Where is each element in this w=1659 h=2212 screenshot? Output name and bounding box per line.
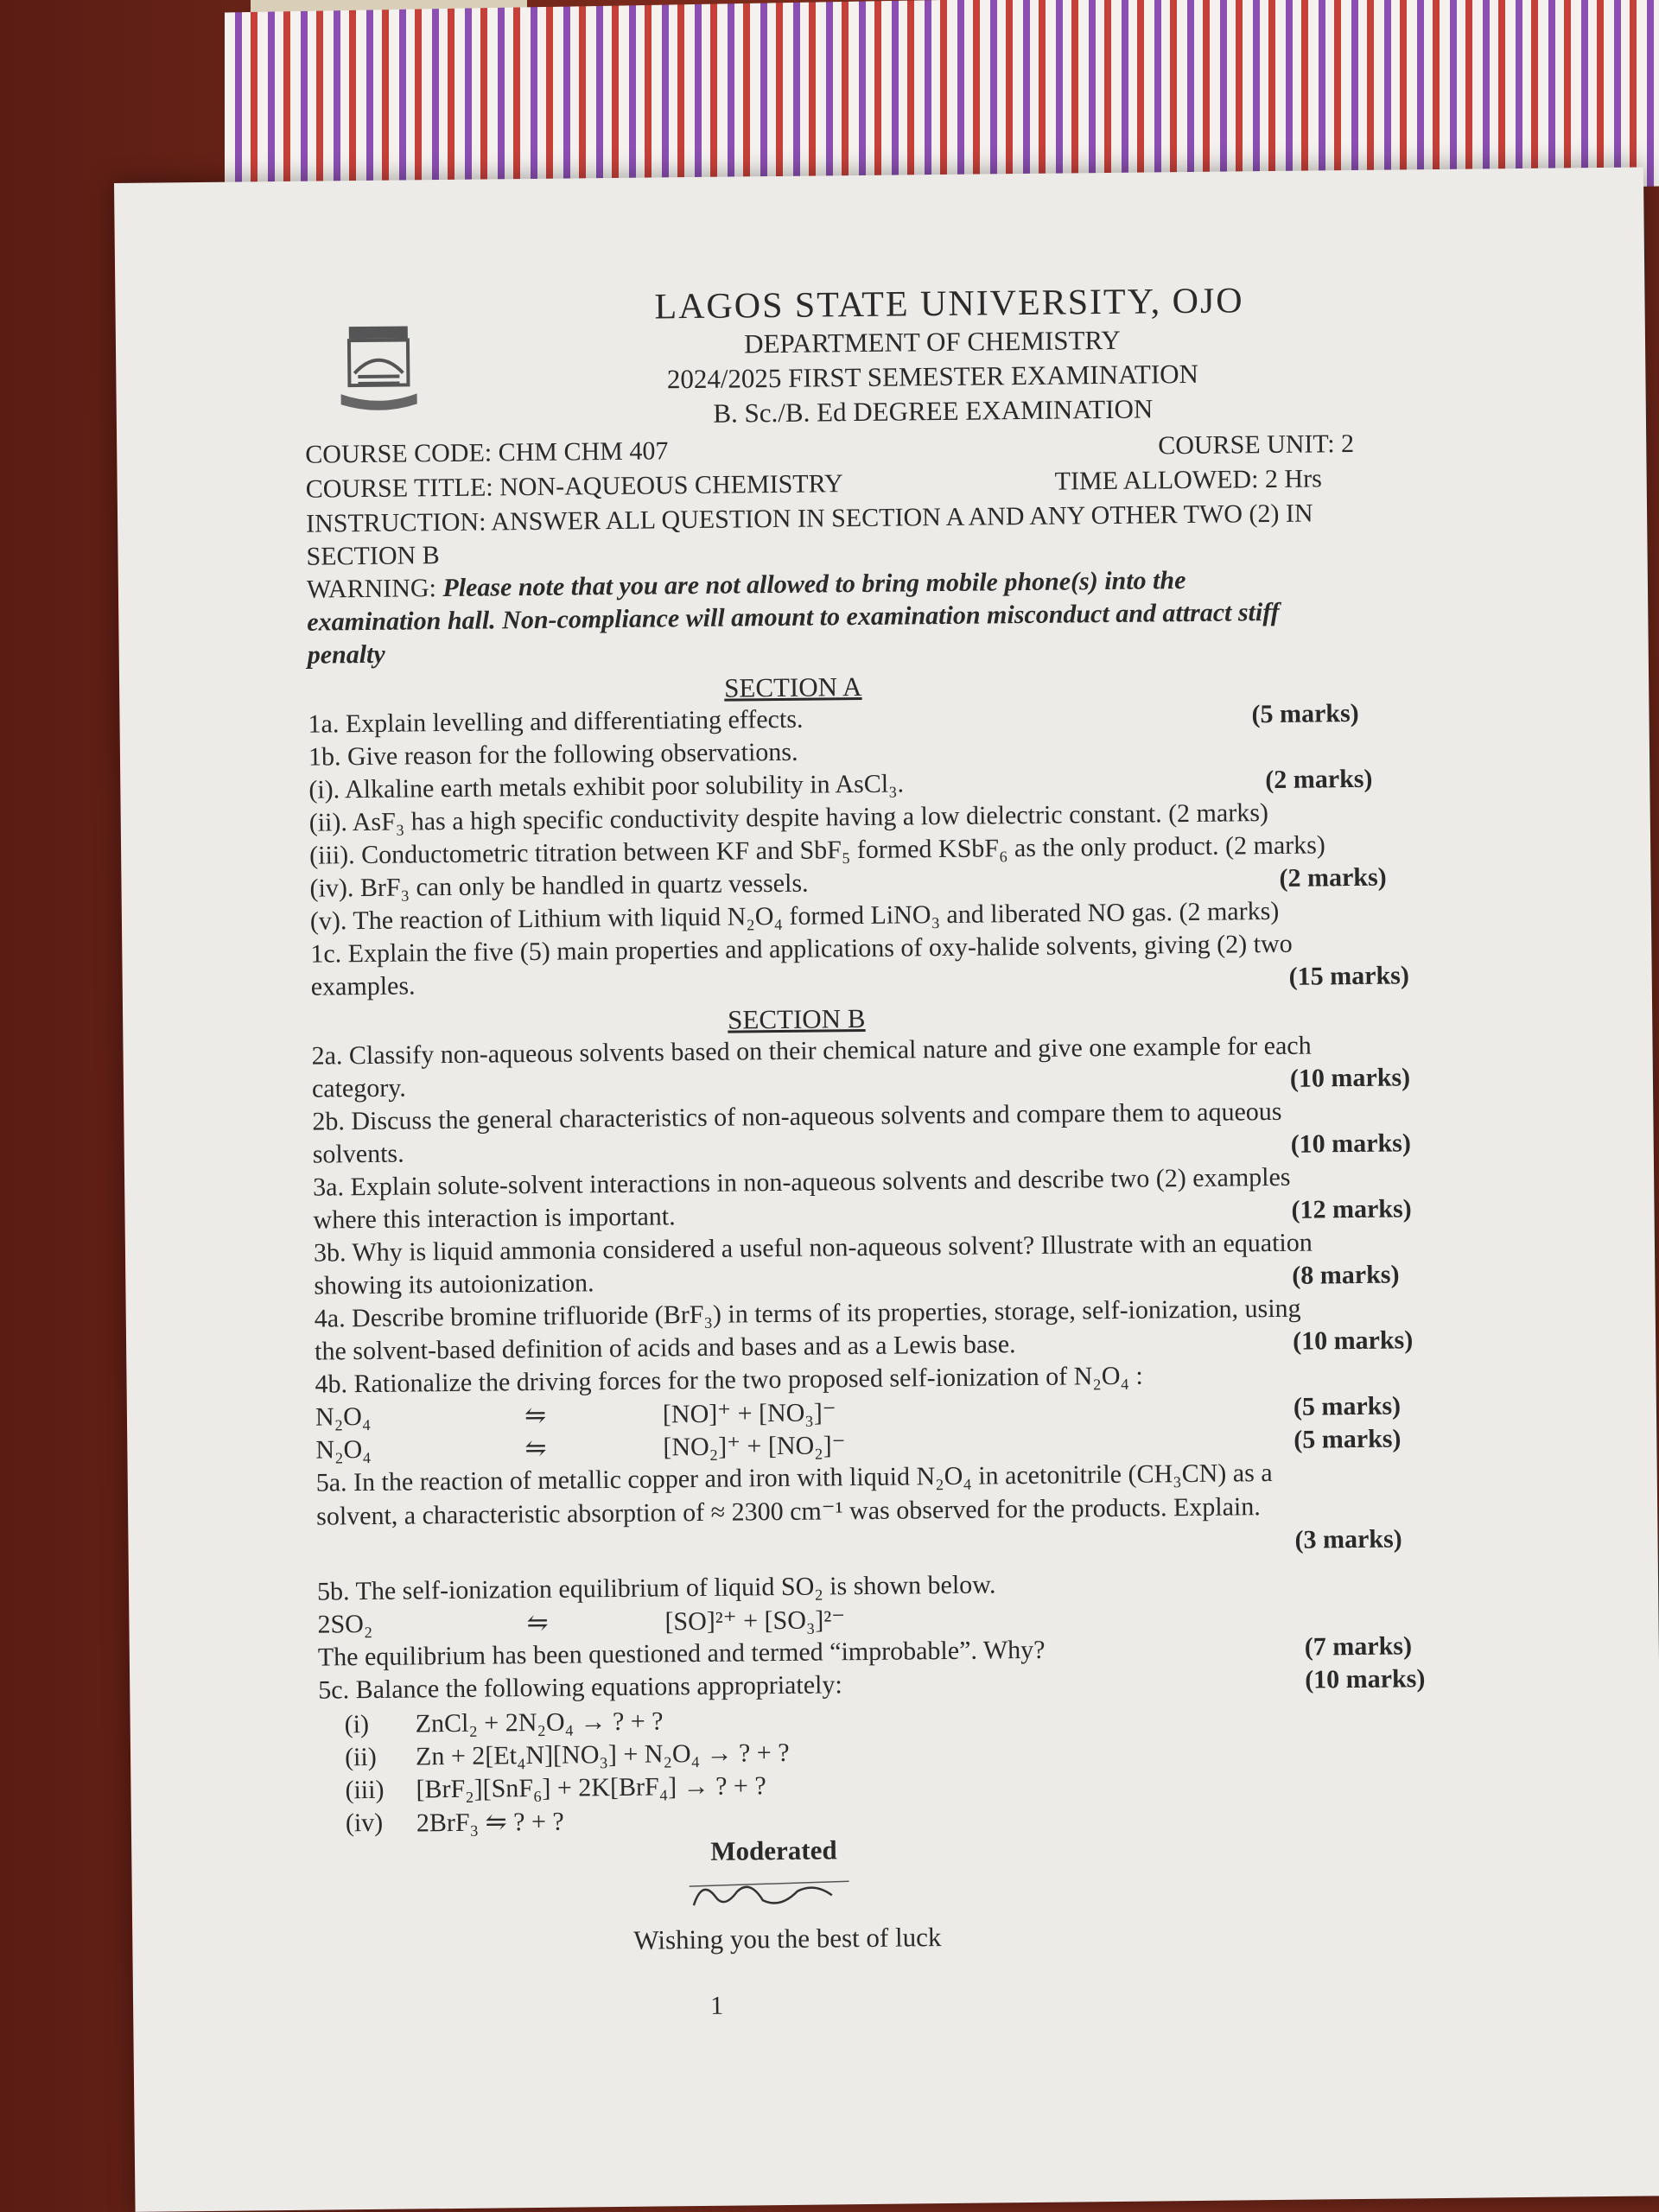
degree-title: B. Sc./B. Ed DEGREE EXAMINATION [713,393,1154,429]
equation-5b-left: 2SO₂ [317,1609,373,1639]
equation-5c-i: ZnCl₂ + 2N₂O₄ → ? + ? [415,1707,664,1738]
question-2b-marks: (10 marks) [1290,1128,1412,1159]
course-title: COURSE TITLE: NON-AQUEOUS CHEMISTRY [305,469,843,504]
course-code: COURSE CODE: CHM CHM 407 [305,436,669,469]
question-1b-i: (i). Alkaline earth metals exhibit poor solubility in AsCl₃. [308,769,905,804]
question-3b-marks: (8 marks) [1292,1260,1400,1290]
question-3a-line-2: where this interaction is important. [313,1202,676,1235]
question-1b-iii: (iii). Conductometric titration between KF and SbF₅ formed KSbF₆ as the only product. (2 marks) [308,830,1326,870]
time-allowed: TIME ALLOWED: 2 Hrs [1054,464,1322,496]
equation-4b-1-marks: (5 marks) [1293,1391,1402,1421]
question-2a-marks: (10 marks) [1289,1063,1411,1093]
instruction-line-2: SECTION B [306,541,440,571]
signature-icon [684,1869,858,1923]
question-2b-line-1: 2b. Discuss the general characteristics of non-aqueous solvents and compare them to aqueous [312,1096,1282,1136]
equation-4b-2-arrow: ⇋ [524,1433,547,1464]
question-1c-line-1: 1c. Explain the five (5) main properties and applications of oxy-halide solvents, giving (2) two [310,929,1293,969]
section-a-title: SECTION A [723,671,862,703]
equation-5b-right: [SO]²⁺ + [SO₃]²⁻ [664,1605,846,1637]
question-3a-marks: (12 marks) [1291,1194,1412,1224]
question-1b-i-marks: (2 marks) [1265,764,1373,795]
warning-text-1: Please note that you are not allowed to bring mobile phone(s) into the [435,566,1186,603]
department-name: DEPARTMENT OF CHEMISTRY [743,324,1121,359]
question-4b: 4b. Rationalize the driving forces for the two proposed self-ionization of N₂O₄ : [315,1361,1143,1399]
question-5b-line-2: The equilibrium has been questioned and termed “improbable”. Why? [317,1635,1046,1672]
question-1b-iv-marks: (2 marks) [1279,862,1387,893]
equation-5c-ii-number: (ii) [344,1742,377,1772]
equation-5c-iv: 2BrF₃ ⇋ ? + ? [416,1807,564,1838]
question-2a-line-1: 2a. Classify non-aqueous solvents based on their chemical nature and give one example for each [311,1031,1312,1071]
question-5a-marks: (3 marks) [1294,1524,1402,1554]
equation-5c-iii-number: (iii) [345,1775,385,1805]
question-5c-marks: (10 marks) [1305,1664,1426,1694]
warning-line-1 [307,566,1186,605]
equation-5c-ii: Zn + 2[Et₄N][NO₃] + N₂O₄ → ? + ? [415,1738,790,1771]
equation-4b-2-left: N₂O₄ [315,1434,372,1465]
question-3a-line-1: 3a. Explain solute-solvent interactions in non-aqueous solvents and describe two (2) examples [313,1162,1291,1202]
moderated-label: Moderated [710,1834,837,1866]
question-1b-v: (v). The reaction of Lithium with liquid N₂O₄ formed LiNO₃ and liberated NO gas. (2 marks) [309,896,1280,936]
equation-5b-arrow: ⇋ [526,1608,549,1638]
equation-4b-1-right: [NO]⁺ + [NO₃]⁻ [662,1398,836,1429]
question-3b-line-2: showing its autoionization. [314,1268,594,1300]
equation-4b-1-arrow: ⇋ [524,1401,547,1431]
question-1b: 1b. Give reason for the following observations. [308,737,798,772]
question-5a-line-1: 5a. In the reaction of metallic copper and iron with liquid N₂O₄ in acetonitrile (CH₃CN) as a [315,1459,1273,1497]
question-3b-line-1: 3b. Why is liquid ammonia considered a useful non-aqueous solvent? Illustrate with an equation [313,1228,1313,1268]
question-4a-marks: (10 marks) [1292,1325,1414,1356]
question-2b-line-2: solvents. [312,1139,404,1169]
question-2a-line-2: category. [311,1073,406,1103]
semester-title: 2024/2025 FIRST SEMESTER EXAMINATION [666,358,1199,395]
closing-wish: Wishing you the best of luck [633,1922,942,1955]
warning-label: WARNING: [306,574,437,604]
question-1b-ii: (ii). AsF₃ has a high specific conductivity despite having a low dielectric constant. (2 marks) [308,798,1269,837]
warning-line-2: examination hall. Non-compliance will amount to examination misconduct and attract stiff [307,597,1280,637]
question-1b-iv: (iv). BrF₃ can only be handled in quartz vessels. [309,868,809,903]
question-1c-line-2: examples. [310,971,416,1001]
university-name: LAGOS STATE UNIVERSITY, OJO [654,281,1244,327]
page-number: 1 [709,1991,724,2020]
instruction-line-1: INSTRUCTION: ANSWER ALL QUESTION IN SECTION A AND ANY OTHER TWO (2) IN [305,499,1313,538]
section-b-title: SECTION B [727,1002,866,1035]
equation-5c-i-number: (i) [344,1710,370,1739]
question-5a-line-2: solvent, a characteristic absorption of ≈ 2300 cm⁻¹ was observed for the products. Explain. [315,1492,1261,1531]
question-1a-marks: (5 marks) [1251,698,1359,729]
question-4a-line-2: the solvent-based definition of acids and bases and as a Lewis base. [314,1330,1016,1366]
exam-paper [114,167,1659,2211]
question-1c-marks: (15 marks) [1288,961,1410,991]
question-5b: 5b. The self-ionization equilibrium of liquid SO₂ is shown below. [316,1570,996,1606]
equation-5c-iii: [BrF₂][SnF₆] + 2K[BrF₄] → ? + ? [416,1771,766,1804]
equation-4b-1-left: N₂O₄ [315,1402,372,1432]
equation-5c-iv-number: (iv) [345,1808,384,1838]
question-4a-line-1: 4a. Describe bromine trifluoride (BrF₃) in terms of its properties, storage, self-ionization, using [314,1294,1301,1333]
equation-4b-2-right: [NO₂]⁺ + [NO₂]⁻ [663,1431,846,1462]
question-1a: 1a. Explain levelling and differentiating effects. [308,704,804,739]
question-5c: 5c. Balance the following equations appropriately: [318,1670,842,1705]
equation-4b-2-marks: (5 marks) [1294,1424,1402,1454]
warning-line-3: penalty [307,639,385,670]
course-unit: COURSE UNIT: 2 [1158,429,1355,461]
question-5b-marks: (7 marks) [1304,1631,1413,1662]
